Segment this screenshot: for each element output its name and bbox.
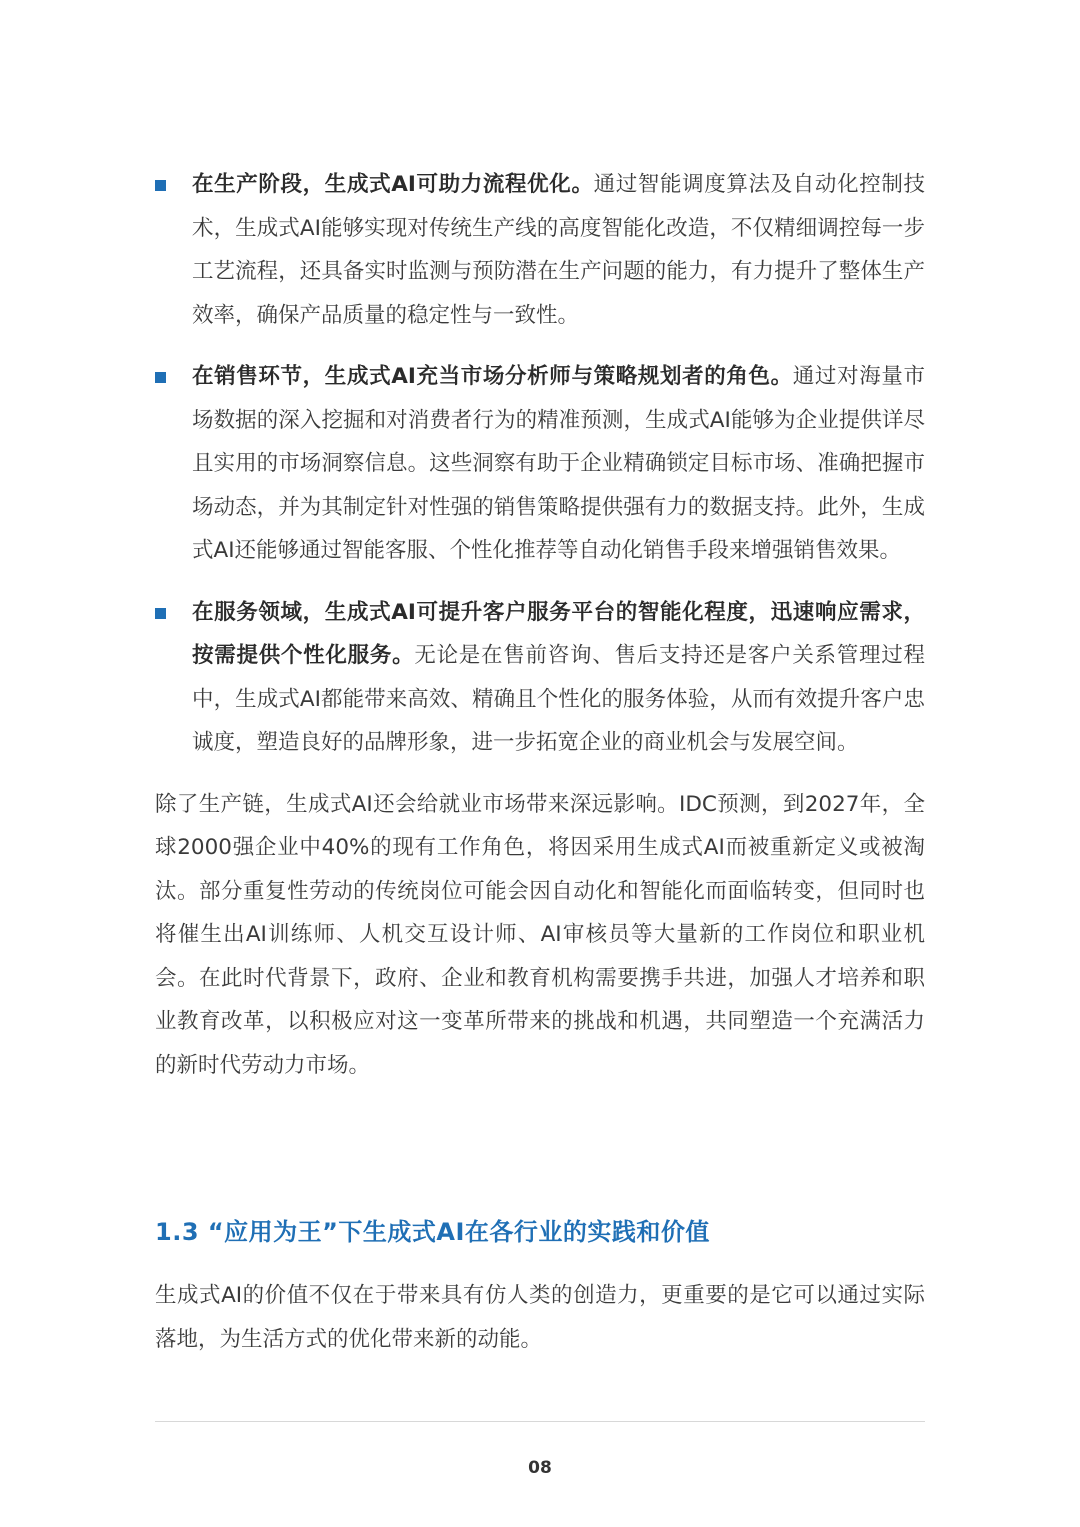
bullet-lead: 在生产阶段，生成式AI可助力流程优化。 bbox=[192, 172, 594, 197]
body-paragraph: 除了生产链，生成式AI还会给就业市场带来深远影响。IDC预测，到2027年，全球2000强企业中40%的现有工作角色，将因采用生成式AI而被重新定义或被淘汰。部分重复性劳动的传统岗位可能会因自动化和智能化而面临转变，但同时也将催生出AI训练师、人机交互设计师、AI审核员等大量新的工作岗位和职业机会。在此时代背景下，政府、企业和教育机构需要携手共进，加强人才培养和职业教育改革，以积极应对这一变革所带来的挑战和机遇，共同塑造一个充满活力的新时代劳动力市场。 bbox=[155, 791, 925, 1078]
square-bullet-icon bbox=[155, 372, 166, 383]
section-paragraph: 生成式AI的价值不仅在于带来具有仿人类的创造力，更重要的是它可以通过实际落地，为生活方式的优化带来新的动能。 bbox=[155, 1283, 925, 1352]
main-content bbox=[155, 163, 925, 1087]
footer-divider bbox=[155, 1421, 925, 1422]
bullet-item-sales bbox=[155, 355, 925, 573]
bullet-body: 通过对海量市场数据的深入挖掘和对消费者行为的精准预测，生成式AI能够为企业提供详尽且实用的市场洞察信息。这些洞察有助于企业精确锁定目标市场、准确把握市场动态，并为其制定针对性强的销售策略提供强有力的数据支持。此外，生成式AI还能够通过智能客服、个性化推荐等自动化销售手段来增强销售效果。 bbox=[192, 364, 925, 563]
bullet-lead: 在销售环节，生成式AI充当市场分析师与策略规划者的角色。 bbox=[192, 364, 793, 389]
square-bullet-icon bbox=[155, 608, 166, 619]
bullet-lead: 在服务领域，生成式AI可提升客户服务平台的智能化程度，迅速响应需求，按需提供个性化服务。 bbox=[192, 599, 925, 668]
bullet-body: 通过智能调度算法及自动化控制技术，生成式AI能够实现对传统生产线的高度智能化改造，不仅精细调控每一步工艺流程，还具备实时监测与预防潜在生产问题的能力，有力提升了整体生产效率，确保产品质量的稳定性与一致性。 bbox=[192, 172, 925, 328]
page-number: 08 bbox=[528, 1458, 552, 1478]
bullet-item-production bbox=[155, 163, 925, 337]
bullet-item-service bbox=[155, 591, 925, 765]
section-heading: 1.3 “应用为王”下生成式AI在各行业的实践和价值 bbox=[155, 1218, 710, 1246]
bullet-body: 无论是在售前咨询、售后支持还是客户关系管理过程中，生成式AI都能带来高效、精确且个性化的服务体验，从而有效提升客户忠诚度，塑造良好的品牌形象，进一步拓宽企业的商业机会与发展空间。 bbox=[192, 643, 925, 755]
square-bullet-icon bbox=[155, 180, 166, 191]
